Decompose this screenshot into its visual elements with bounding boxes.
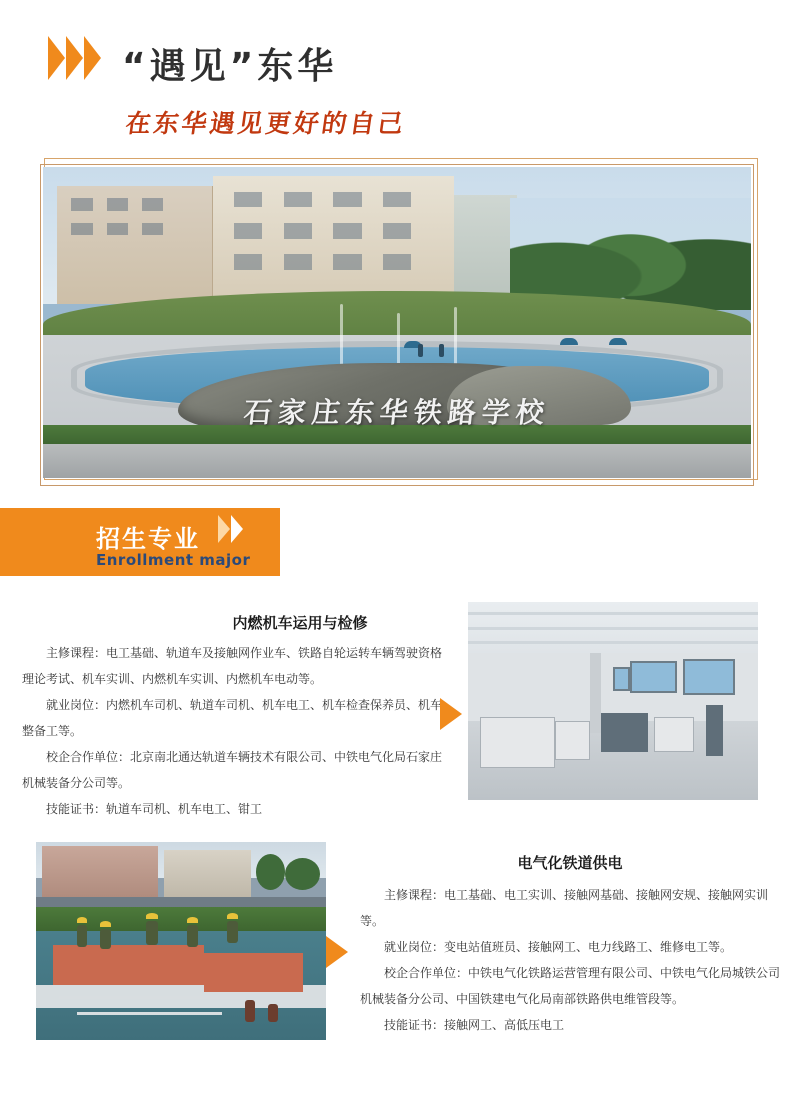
pointer-arrow-icon	[326, 936, 348, 968]
major-paragraph: 主修课程：电工基础、轨道车及接触网作业车、铁路自轮运转车辆驾驶资格理论考试、机车实训、内燃机车实训、内燃机车电动等。	[22, 646, 443, 686]
catenary-training-field-photo	[36, 842, 326, 1040]
pointer-arrow-icon	[440, 698, 462, 730]
section-title-cn: 招生专业	[96, 525, 200, 553]
major-title: 电气化铁道供电	[517, 854, 623, 872]
hero-image-block	[40, 158, 758, 488]
major-paragraph: 技能证书：接触网工、高低压电工	[384, 1018, 565, 1032]
hero-calligraphy-text: 石家庄东华铁路学校	[242, 395, 552, 429]
major-block-2	[0, 838, 800, 1068]
banner-chevrons-icon	[218, 515, 244, 543]
major-paragraph: 技能证书：轨道车司机、机车电工、钳工	[46, 802, 263, 816]
header-chevrons-icon	[48, 36, 102, 80]
page-subtitle: 在东华遇见更好的自己	[123, 109, 408, 138]
section-title-en: Enrollment major	[96, 551, 251, 569]
major-paragraph: 校企合作单位：北京南北通达轨道车辆技术有限公司、中铁电气化局石家庄机械装备分公司等。	[22, 750, 443, 790]
locomotive-simulator-lab-photo	[468, 602, 758, 800]
major-description	[22, 640, 442, 822]
page-title: “遇见”东华	[122, 46, 338, 87]
major-description	[360, 882, 780, 1038]
major-paragraph: 校企合作单位：中铁电气化铁路运营管理有限公司、中铁电气化局城铁公司机械装备分公司、中国铁建电气化局南部铁路供电维管段等。	[360, 966, 781, 1006]
major-paragraph: 就业岗位：内燃机车司机、轨道车司机、机车电工、机车检查保养员、机车整备工等。	[22, 698, 443, 738]
major-title: 内燃机车运用与检修	[232, 614, 368, 632]
campus-fountain-photo	[43, 167, 751, 478]
major-block-1	[0, 598, 800, 818]
major-paragraph: 就业岗位：变电站值班员、接触网工、电力线路工、维修电工等。	[384, 940, 733, 954]
major-paragraph: 主修课程：电工基础、电工实训、接触网基础、接触网安规、接触网实训等。	[360, 888, 769, 928]
page-header	[0, 0, 800, 160]
